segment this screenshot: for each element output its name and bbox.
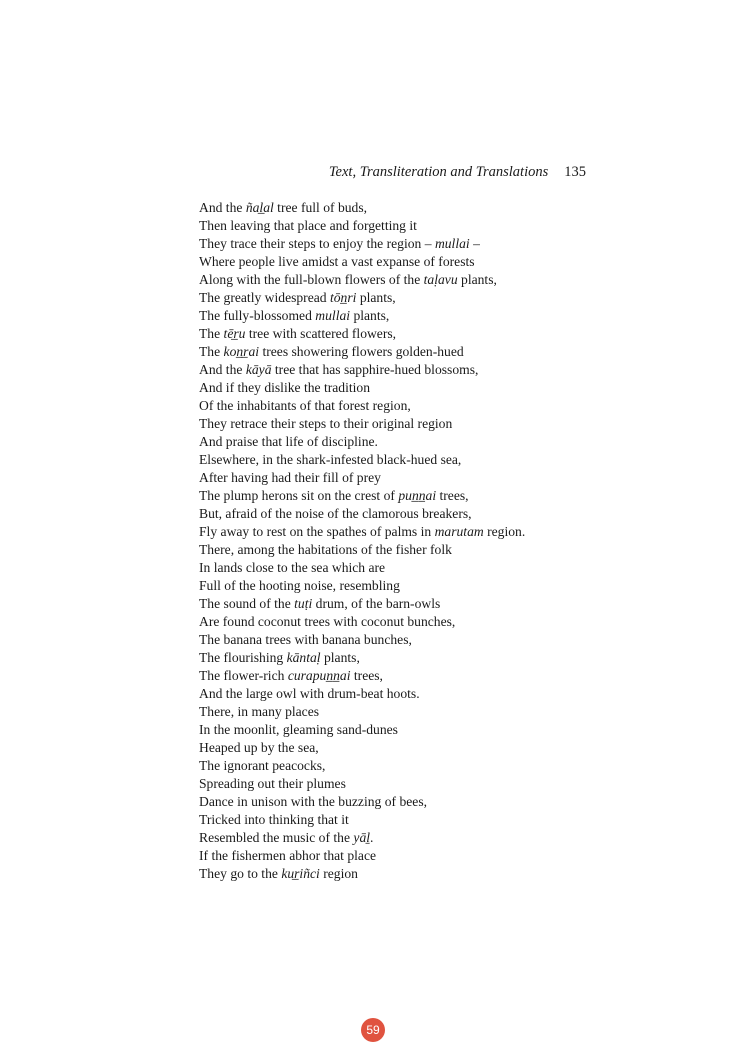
poem-term: curapun̲n̲ai — [287, 668, 351, 683]
poem-text-segment: Are found coconut trees with coconut bunches, — [199, 614, 456, 629]
poem-text-segment: The — [199, 326, 224, 341]
poem-line — [199, 397, 599, 415]
poem-line — [199, 199, 599, 217]
poem-text-segment: The plump herons sit on the crest of — [199, 488, 399, 503]
poem-line — [199, 847, 599, 865]
poem-term: pun̲n̲ai — [398, 488, 437, 503]
poem-line — [199, 559, 599, 577]
running-head — [200, 164, 586, 184]
page-badge[interactable]: 59 — [361, 1018, 385, 1042]
poem-text-segment: There, in many places — [199, 704, 320, 719]
poem-text-segment: The — [199, 344, 224, 359]
poem-line — [199, 523, 599, 541]
poem-text-segment: In lands close to the sea which are — [199, 560, 386, 575]
poem-term: mullai — [434, 236, 470, 251]
poem-text-segment: And the — [199, 362, 246, 377]
poem-line — [199, 811, 599, 829]
poem-line — [199, 361, 599, 379]
poem-text-segment: There, among the habitations of the fisher folk — [199, 542, 452, 557]
poem-term: mullai — [315, 308, 351, 323]
poem-text-segment: And the large owl with drum-beat hoots. — [199, 686, 420, 701]
poem-line — [199, 271, 599, 289]
poem-term: kon̲r̲ai — [223, 344, 260, 359]
poem-line — [199, 217, 599, 235]
poem-term: yāḻ — [353, 830, 371, 845]
poem-line — [199, 649, 599, 667]
poem-line — [199, 865, 599, 883]
poem-text-segment: They trace their steps to enjoy the region – — [199, 236, 435, 251]
poem-text-segment: The flower-rich — [199, 668, 288, 683]
poem-text-segment: plants, — [356, 290, 396, 305]
poem-line — [199, 631, 599, 649]
poem-line — [199, 253, 599, 271]
poem-term: kāyā — [245, 362, 272, 377]
poem-text-segment: . — [370, 830, 374, 845]
poem-term: taḷavu — [423, 272, 458, 287]
poem-text-segment: In the moonlit, gleaming sand-dunes — [199, 722, 398, 737]
poem-line — [199, 541, 599, 559]
poem-line — [199, 613, 599, 631]
poem-line — [199, 721, 599, 739]
poem-line — [199, 505, 599, 523]
poem-term: ñal̲al — [245, 200, 274, 215]
poem-text-segment: drum, of the barn-owls — [312, 596, 441, 611]
poem-text-segment: Dance in unison with the buzzing of bees, — [199, 794, 428, 809]
poem-line — [199, 829, 599, 847]
poem-text-segment: – — [469, 236, 480, 251]
poem-text-segment: Heaped up by the sea, — [199, 740, 319, 755]
poem-text-segment: Tricked into thinking that it — [199, 812, 349, 827]
poem-text-segment: trees, — [350, 668, 383, 683]
poem-line — [199, 325, 599, 343]
poem-text-segment: The sound of the — [199, 596, 295, 611]
poem-text-segment: If the fishermen abhor that place — [199, 848, 377, 863]
poem-line — [199, 379, 599, 397]
poem-text-segment: Full of the hooting noise, resembling — [199, 578, 400, 593]
poem-line — [199, 433, 599, 451]
poem-line — [199, 307, 599, 325]
poem-text-segment: And if they dislike the tradition — [199, 380, 371, 395]
running-title: Text, Transliteration and Translations — [328, 164, 549, 180]
page-number: 135 — [564, 164, 586, 180]
poem-line — [199, 793, 599, 811]
poem-line — [199, 739, 599, 757]
poem-text-segment: Then leaving that place and forgetting it — [199, 218, 417, 233]
poem-line — [199, 415, 599, 433]
poem-text-segment: But, afraid of the noise of the clamorous breakers, — [199, 506, 472, 521]
poem-text-segment: Where people live amidst a vast expanse of forests — [199, 254, 475, 269]
poem-line — [199, 667, 599, 685]
poem-text-segment: They retrace their steps to their original region — [199, 416, 453, 431]
poem-term: kur̲iñci — [281, 866, 320, 881]
poem-line — [199, 685, 599, 703]
poem-term: marutam — [434, 524, 484, 539]
poem-text-segment: plants, — [350, 308, 390, 323]
poem-line — [199, 703, 599, 721]
poem-text-segment: region — [319, 866, 358, 881]
poem-text-segment: Along with the full-blown flowers of the — [199, 272, 424, 287]
poem-text-segment: tree that has sapphire-hued blossoms, — [271, 362, 479, 377]
poem-text-segment: After having had their fill of prey — [199, 470, 381, 485]
poem-text-segment: The fully-blossomed — [199, 308, 316, 323]
poem-text-segment: The banana trees with banana bunches, — [199, 632, 412, 647]
poem-line — [199, 487, 599, 505]
poem-text-segment: plants, — [320, 650, 360, 665]
poem-text-segment: trees showering flowers golden-hued — [259, 344, 464, 359]
poem-text-segment: The greatly widespread — [199, 290, 330, 305]
poem-text-segment: plants, — [457, 272, 497, 287]
poem-text-segment: They go to the — [199, 866, 282, 881]
poem-line — [199, 451, 599, 469]
poem-text-segment: tree with scattered flowers, — [245, 326, 397, 341]
poem-text-segment: Of the inhabitants of that forest region, — [199, 398, 411, 413]
poem-text-segment: The flourishing — [199, 650, 287, 665]
poem-line — [199, 577, 599, 595]
poem-text-segment: And the — [199, 200, 246, 215]
poem-text-segment: And praise that life of discipline. — [199, 434, 378, 449]
poem-text-segment: tree full of buds, — [273, 200, 368, 215]
poem-line — [199, 469, 599, 487]
poem-text-segment: Spreading out their plumes — [199, 776, 346, 791]
poem-line — [199, 595, 599, 613]
poem-line — [199, 289, 599, 307]
poem-term: kāntaḷ — [286, 650, 321, 665]
poem-line — [199, 235, 599, 253]
poem-text — [199, 199, 599, 883]
poem-text-segment: The ignorant peacocks, — [199, 758, 326, 773]
poem-term: tōn̲ri — [329, 290, 357, 305]
poem-text-segment: trees, — [436, 488, 469, 503]
poem-line — [199, 775, 599, 793]
poem-text-segment: Elsewhere, in the shark-infested black-hued sea, — [199, 452, 462, 467]
poem-text-segment: region. — [483, 524, 526, 539]
poem-line — [199, 757, 599, 775]
poem-term: tuṭi — [294, 596, 313, 611]
poem-text-segment: Fly away to rest on the spathes of palms in — [199, 524, 435, 539]
poem-term: tēr̲u — [223, 326, 246, 341]
poem-text-segment: Resembled the music of the — [199, 830, 354, 845]
poem-line — [199, 343, 599, 361]
